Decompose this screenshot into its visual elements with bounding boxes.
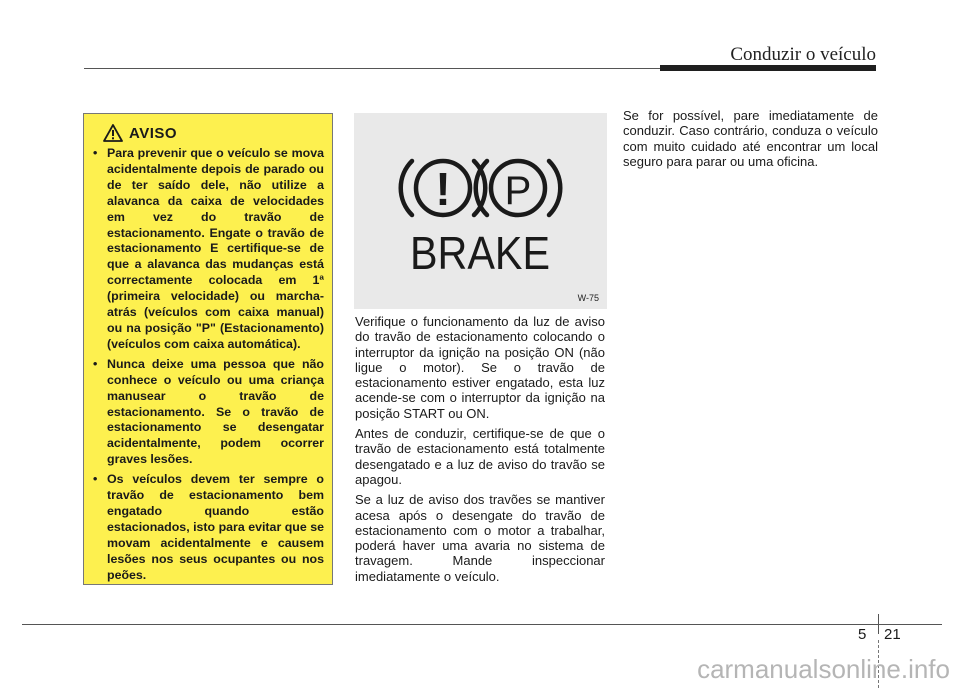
watermark: carmanualsonline.info — [697, 654, 950, 684]
footer-rule — [22, 624, 942, 625]
header-title: Conduzir o veículo — [730, 44, 876, 65]
body-paragraph: Se for possível, pare imediatamente de conduzir. Caso contrário, conduza o veículo com muito cuidado até encontrar um local seguro para parar ou uma oficina. — [623, 108, 878, 169]
body-paragraph: Verifique o funcionamento da luz de aviso do travão de estacionamento colocando o interruptor da ignição na posição ON (não ligue o motor). Se o travão de estacionamento estiver engatado, esta luz acende-se com o interruptor da ignição na posição START ou ON. — [355, 314, 605, 421]
header-rule-accent — [660, 65, 876, 71]
warning-item: • Para prevenir que o veículo se mova acidentalmente depois de parado ou de ter saído dele, não utilize a alavanca da caixa de velocidades em vez do travão de estacionamento. Engate o travão de estacionamento E certifique-se de que a alavanca das mudanças está correctamente colocada em 1ª (primeira velocidade) ou marcha-atrás (veículos com caixa manual) ou na posição "P" (Estacionamento) (veículos com caixa automática). — [93, 146, 324, 353]
warning-item: • Os veículos devem ter sempre o travão de estacionamento bem engatado quando estão estacionados, isto para evitar que se movam acidentalmente e causem lesões nos seus ocupantes ou nos peões. — [93, 472, 324, 583]
warning-box — [83, 113, 333, 585]
header-rule — [84, 68, 660, 69]
body-paragraph: Se a luz de aviso dos travões se mantiver acesa após o desengate do travão de estacionamento com o motor a trabalhar, poderá haver uma avaria no sistema de travagem. Mande inspeccionar imediatamente o veículo. — [355, 492, 605, 584]
warning-title: AVISO — [129, 124, 178, 142]
brake-label: BRAKE — [410, 227, 550, 279]
warning-header — [103, 122, 324, 144]
figure-code: W-75 — [577, 293, 599, 303]
page-section: 5 — [858, 626, 867, 643]
warning-list — [93, 146, 324, 583]
middle-column — [355, 314, 605, 589]
brake-warning-light-icon — [354, 113, 607, 309]
brake-figure — [354, 113, 607, 309]
parking-letter: P — [504, 169, 532, 213]
warning-item: • Nunca deixe uma pessoa que não conhece o veículo ou uma criança manusear o travão de estacionamento. Se o travão de estacionamento se desengatar acidentalmente, podem ocorrer graves lesões. — [93, 357, 324, 468]
exclamation-glyph: ! — [435, 163, 451, 215]
footer-divider — [878, 614, 879, 634]
body-paragraph: Antes de conduzir, certifique-se de que o travão de estacionamento está totalmente desengatado e a luz de aviso do travão se apagou. — [355, 426, 605, 487]
page-number: 21 — [884, 626, 901, 643]
right-column — [623, 108, 878, 169]
warning-triangle-icon — [103, 124, 123, 142]
